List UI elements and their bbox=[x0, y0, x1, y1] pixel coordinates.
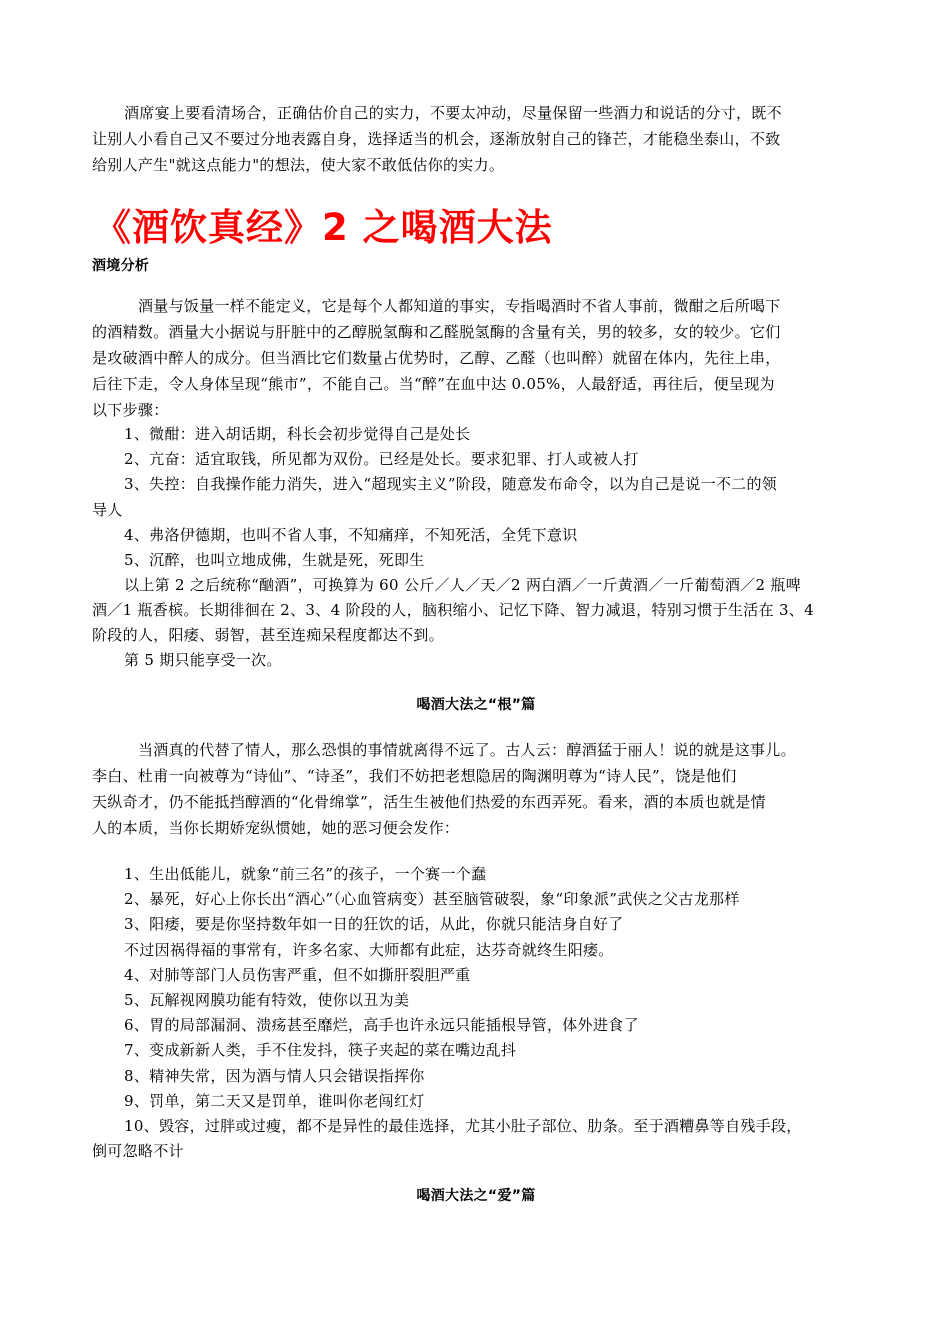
summary-line: 以上第 2 之后统称“酗酒”，可换算为 60 公斤／人／天／2 两白酒／一斤黄酒／一斤葡萄酒／2 瓶啤 bbox=[124, 576, 801, 595]
list-item: 1、生出低能儿，就象“前三名”的孩子，一个赛一个蠢 bbox=[124, 865, 487, 883]
root-line: 天纵奇才，仍不能抵挡醇酒的“化骨绵掌”，活生生被他们热爱的东西弄死。看来，酒的本质也就是情 bbox=[92, 793, 766, 811]
list-item: 4、对肺等部门人员伤害严重，但不如撕肝裂胆严重 bbox=[124, 965, 471, 984]
list-item: 5、瓦解视网膜功能有特效，使你以丑为美 bbox=[124, 991, 410, 1010]
list-item: 9、罚单，第二天又是罚单，谁叫你老闯红灯 bbox=[124, 1091, 425, 1110]
root-line: 当酒真的代替了情人，那么恐惧的事情就离得不远了。古人云：醇酒猛于丽人！说的就是这事儿。 bbox=[138, 741, 796, 759]
intro-line: 酒席宴上要看清场合，正确估价自己的实力，不要太冲动，尽量保留一些酒力和说话的分寸，既不 bbox=[124, 104, 782, 122]
list-item: 3、阳痿，要是你坚持数年如一日的狂饮的话，从此，你就只能洁身自好了 bbox=[124, 915, 624, 934]
drinking-steps-list bbox=[92, 422, 860, 673]
analysis-paragraph bbox=[92, 293, 860, 423]
list-item: 3、失控：自我操作能力消失，进入“超现实主义”阶段，随意发布命令，以为自己是说一不二的领 bbox=[124, 475, 778, 494]
root-line: 李白、杜甫一向被尊为“诗仙”、“诗圣”，我们不妨把老想隐居的陶渊明尊为“诗人民”，饶是他们 bbox=[92, 767, 737, 785]
section-heading-root: 喝酒大法之“根”篇 bbox=[416, 697, 536, 713]
list-item: 1、微酣：进入胡话期，科长会初步觉得自己是处长 bbox=[124, 425, 471, 443]
list-item: 7、变成新新人类，手不住发抖，筷子夹起的菜在嘴边乱抖 bbox=[124, 1041, 517, 1060]
harm-list bbox=[92, 862, 860, 1164]
section-subtitle: 酒境分析 bbox=[92, 258, 150, 274]
intro-line: 给别人产生"就这点能力"的想法，使大家不敢低估你的实力。 bbox=[92, 156, 505, 174]
list-item: 2、亢奋：适宜取钱，所见都为双份。已经是处长。要求犯罪、打人或被人打 bbox=[124, 450, 639, 469]
page-title: 《酒饮真经》2 之喝酒大法 bbox=[94, 206, 553, 249]
root-line: 人的本质，当你长期娇宠纵惯她，她的恶习便会发作： bbox=[92, 819, 460, 837]
list-item-continuation: 导人 bbox=[92, 500, 123, 519]
list-item: 8、精神失常，因为酒与情人只会错误指挥你 bbox=[124, 1066, 425, 1085]
list-item-note: 不过因祸得福的事常有，许多名家、大师都有此症，达芬奇就终生阳痿。 bbox=[124, 940, 614, 959]
analysis-line: 后往下走，令人身体呈现“熊市”，不能自己。当“醉”在血中达 0.05%，人最舒适，再往后，便呈现为 bbox=[92, 375, 775, 393]
summary-line: 阶段的人，阳痿、弱智，甚至连痴呆程度都达不到。 bbox=[92, 626, 444, 645]
list-item: 2、暴死，好心上你长出“酒心”（心血管病变）甚至脑管破裂，象“印象派”武侠之父古龙那样 bbox=[124, 890, 740, 909]
summary-line: 酒／1 瓶香槟。长期徘徊在 2、3、4 阶段的人，脑积缩小、记忆下降、智力减退，特别习惯于生活在 3、4 bbox=[92, 601, 814, 620]
analysis-line: 的酒精数。酒量大小据说与肝脏中的乙醇脱氢酶和乙醛脱氢酶的含量有关，男的较多，女的较少。它们 bbox=[92, 323, 781, 341]
summary-line: 第 5 期只能享受一次。 bbox=[124, 651, 282, 670]
intro-paragraph bbox=[92, 100, 860, 178]
analysis-line: 以下步骤： bbox=[92, 401, 169, 419]
analysis-line: 是攻破酒中醉人的成分。但当酒比它们数量占优势时，乙醇、乙醛（也叫醉）就留在体内，先往上串， bbox=[92, 349, 781, 367]
analysis-line: 酒量与饭量一样不能定义，它是每个人都知道的事实，专指喝酒时不省人事前，微酣之后所喝下 bbox=[138, 297, 781, 315]
root-paragraph bbox=[92, 737, 860, 841]
section-heading-love: 喝酒大法之“爱”篇 bbox=[416, 1188, 536, 1204]
list-item: 10、毁容，过胖或过瘦，都不是异性的最佳选择，尤其小肚子部位、肋条。至于酒糟鼻等自残手段， bbox=[124, 1117, 802, 1136]
list-item-continuation: 倒可忽略不计 bbox=[92, 1142, 184, 1161]
list-item: 6、胃的局部漏洞、溃疡甚至靡烂，高手也许永远只能插根导管，体外进食了 bbox=[124, 1016, 639, 1035]
intro-line: 让别人小看自己又不要过分地表露自身，选择适当的机会，逐渐放射自己的锋芒，才能稳坐泰山，不致 bbox=[92, 130, 781, 148]
list-item: 5、沉醉，也叫立地成佛，生就是死，死即生 bbox=[124, 550, 425, 569]
list-item: 4、弗洛伊德期，也叫不省人事，不知痛痒，不知死活，全凭下意识 bbox=[124, 525, 578, 544]
